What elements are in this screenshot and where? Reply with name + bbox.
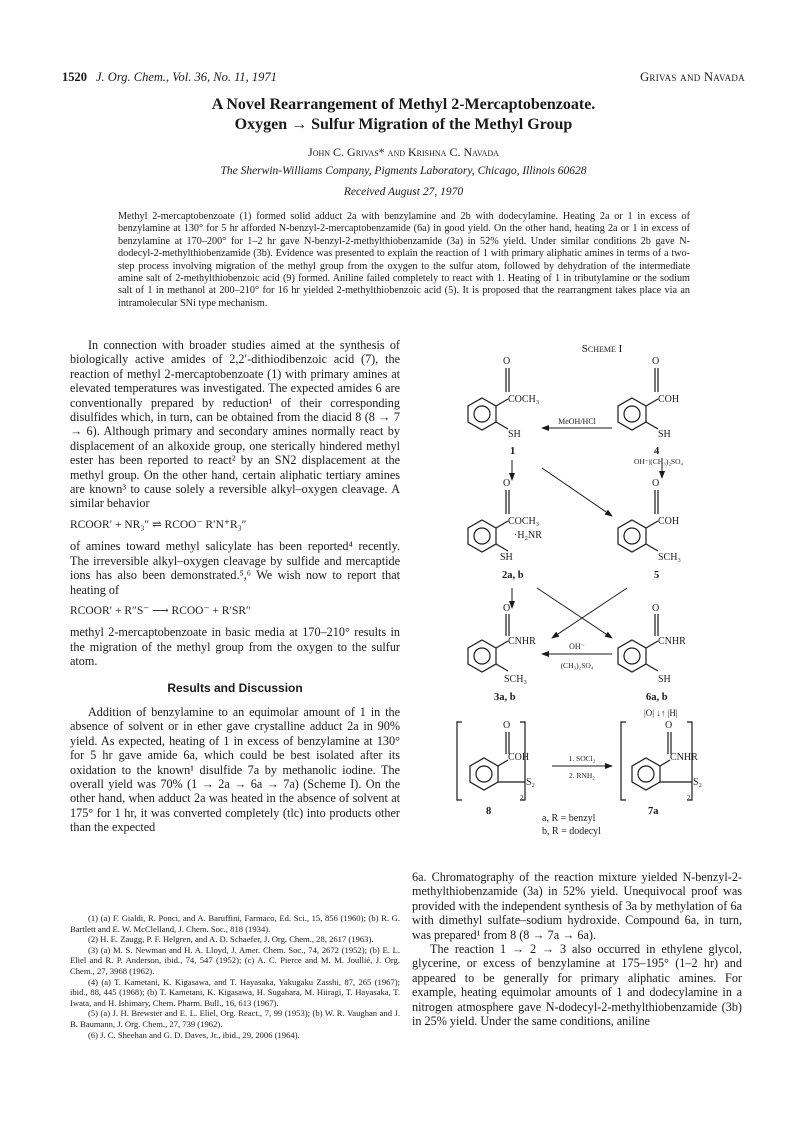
- oxygen-label: O: [665, 720, 673, 731]
- arrow: [537, 588, 612, 638]
- group-label: COH: [508, 752, 530, 763]
- compound-4: [618, 368, 658, 430]
- compound-3: [468, 614, 509, 672]
- compound-number: 7a: [648, 806, 659, 817]
- reagent-label: 1. SOCl₂: [568, 754, 596, 763]
- paragraph: methyl 2-mercaptobenzoate in basic media at 170–210° results in the migration of the methyl group from the oxygen to the sulfur atom.: [70, 625, 400, 669]
- compound-1: [468, 368, 509, 430]
- oxygen-label: O: [503, 720, 511, 731]
- article-title: [62, 95, 745, 135]
- compound-6: [618, 614, 658, 672]
- group-label: COCH₃: [508, 516, 540, 527]
- substituent-label: SH: [508, 429, 521, 440]
- substituent-label: S₂: [693, 777, 703, 788]
- substituent-label: SH: [658, 674, 671, 685]
- compound-number: 6a, b: [646, 692, 668, 703]
- group-label: COH: [658, 394, 680, 405]
- compound-number: 5: [654, 570, 660, 581]
- running-header: [62, 70, 745, 86]
- oxygen-label: O: [503, 603, 511, 614]
- journal-citation: J. Org. Chem., Vol. 36, No. 11, 1971: [96, 70, 277, 84]
- amine-label: ·H₂NR: [514, 530, 542, 541]
- compound-number: 8: [486, 806, 492, 817]
- reagent-label: OH⁻: [569, 642, 585, 651]
- reagent-label: (CH₃)₂SO₄: [560, 661, 594, 670]
- footnotes: [70, 913, 400, 1040]
- oxygen-label: O: [652, 603, 660, 614]
- compound-number: 1: [510, 446, 516, 457]
- reagent-label: MeOH/HCl: [558, 417, 596, 426]
- oxygen-label: O: [503, 356, 511, 367]
- oxygen-label: O: [652, 356, 660, 367]
- footnote: (3) (a) M. S. Newman and H. A. Lloyd, J. Amer. Chem. Soc., 74, 2672 (1952); (b) E. L. Eliel and R. P. Anderson, ibid., 74, 547 (1952); (c) A. C. Pierce and M. M. Joullié, J. Org. Chem., 27, 3968 (1962).: [70, 944, 400, 976]
- authors: John C. Grivas* and Krishna C. Navada: [308, 145, 499, 159]
- compound-number: 4: [654, 446, 660, 457]
- scheme-legend: [542, 812, 601, 838]
- title-line-2: Oxygen → Sulfur Migration of the Methyl Group: [234, 116, 573, 133]
- paragraph: Addition of benzylamine to an equimolar amount of 1 in the absence of solvent or in ether gave crystalline adduct 2a in 90% yield. As expected, heating of 1 in excess of benzylamine at 130° for 5 hr gave amide 6a, which could be best isolated after its oxidation to the known¹ disulfide 7a by methanolic iodine. The overall yield was 70% (1 → 2a → 6a → 7a) (Scheme I). On the other hand, when adduct 2a was heated in the absence of solvent at 175° for 1 hr, it was converted completely (tlc) into products other than the expected: [70, 704, 400, 835]
- legend-b: b, R = dodecyl: [542, 826, 601, 837]
- page-number: 1520: [62, 70, 87, 84]
- legend-a: a, R = benzyl: [542, 813, 596, 824]
- title-line-1: A Novel Rearrangement of Methyl 2-Mercaptobenzoate.: [211, 96, 596, 113]
- compound-2: [468, 490, 509, 552]
- group-label: CNHR: [658, 636, 686, 647]
- substituent-label: S₂: [526, 777, 536, 788]
- substituent-label: SH: [658, 429, 671, 440]
- paragraph: 6a. Chromatography of the reaction mixture yielded N-benzyl-2-methylthiobenzamide (3a) in 52% yield. Unequivocal proof was provided with the independent synthesis of 3a by methylation of 6a with dimethyl sulfate–sodium hydroxide. Compound 6a, in turn, was prepared¹ from 8 (8 → 7a → 6a).: [412, 870, 742, 942]
- substituent-label: SCH₃: [658, 552, 681, 563]
- oxygen-label: O: [503, 478, 511, 489]
- reagent-label: OH⁻|(CH₃)₂SO₄: [634, 457, 684, 466]
- equation-2: RCOOR′ + R″S⁻ ⟶ RCOO⁻ + R′SR″: [70, 604, 251, 617]
- substituent-label: SCH₃: [504, 674, 527, 685]
- equation-1: RCOOR′ + NR₃″ ⇌ RCOO⁻ R′N⁺R₃″: [70, 518, 247, 531]
- substituent-label: SH: [500, 552, 513, 563]
- group-label: CNHR: [508, 636, 536, 647]
- running-authors: Grivas and Navada: [640, 70, 745, 84]
- group-label: COCH₃: [508, 394, 540, 405]
- paragraph: of amines toward methyl salicylate has been reported⁴ recently. The irreversible alkyl–oxygen cleavage by sulfide and mercaptide ions has also been demonstrated.⁵,⁶ We wish now to report that heating of: [70, 539, 400, 597]
- bracket-subscript: 2: [687, 794, 691, 802]
- compound-5: [618, 490, 658, 552]
- compound-number: 3a, b: [494, 692, 516, 703]
- footnote: (4) (a) T. Kametani, K. Kigasawa, and T. Hayasaka, Yakugaku Zasshi, 87, 265 (1967); ibid., 88, 445 (1968); (b) T. Kametani, K. Kigasawa, H. Sugahara, M. Hiiragi, T. Hayasaka, T. Iwata, and H. Ishimary, Chem. Pharm. Bull., 16, 613 (1967).: [70, 976, 400, 1008]
- left-column: [70, 338, 400, 835]
- arrow: [542, 468, 612, 516]
- section-heading: Results and Discussion: [167, 680, 303, 695]
- footnote: (1) (a) F. Gialdi, R. Ponci, and A. Baruffini, Farmaco, Ed. Sci., 15, 856 (1960); (b) R. G. Bartlett and E. W. McClelland, J. Chem. Soc., 818 (1934).: [70, 913, 400, 934]
- paragraph: In connection with broader studies aimed at the synthesis of biologically active amides of 2,2′-dithiodibenzoic acid (7), the reaction of methyl 2-mercaptobenzoate (1) with primary amines at elevated temperatures was investigated. The expected amides 6 are conventionally prepared by reduction¹ of their corresponding disulfides which, in turn, can be obtained from the diacid 8 (8 → 7 → 6). Although primary and secondary amines normally react by displacement of an alkoxide group, one sterically hindered methyl ester has been reported to react² by an SN2 displacement at the methyl group. On the other hand, certain aliphatic tertiary amines are known³ to cause solely a reversible alkyl–oxygen cleavage. A similar behavior: [70, 338, 400, 511]
- group-label: CNHR: [670, 752, 698, 763]
- footnote: (6) J. C. Sheehan and G. D. Daves, Jr., ibid., 29, 2006 (1964).: [88, 1029, 300, 1040]
- scheme-title: Scheme I: [581, 343, 623, 355]
- footnote: (5) (a) J. H. Brewster and E. L. Eliel, Org. React., 7, 99 (1953); (b) W. R. Vaughan and J. B. Baumann, J. Org. Chem., 27, 739 (1962).: [70, 1008, 400, 1029]
- reagent-label: 2. RNH₂: [569, 771, 595, 780]
- bracket-subscript: 2: [520, 794, 524, 802]
- arrow: [552, 588, 627, 638]
- footnote: (2) H. E. Zaugg, P. F. Helgren, and A. D. Schaefer, J. Org. Chem., 28, 2617 (1963).: [88, 934, 374, 945]
- abstract: Methyl 2-mercaptobenzoate (1) formed solid adduct 2a with benzylamine and 2b with dodecylamine. Heating 2a or 1 in excess of benzylamine at 130° for 5 hr afforded N-benzyl-2-mercaptobenzamide (6a) in good yield. On the other hand, heating 2a or 1 in excess of benzylamine at 170–200° for 1–2 hr gave N-benzyl-2-methylthiobenzamide (3a) in 52% yield. Under similar conditions 2b gave N-dodecyl-2-methylthiobenzamide (3b). Evidence was presented to explain the reaction of 1 with primary aliphatic amines in terms of a two-step process involving migration of the methyl group from the oxygen to the sulfur atom, followed by dehydration of the intermediate amine salt of 2-methylthiobenzoic acid (9) formed. Aniline failed completely to react with 1. Heating of 1 in tributylamine or the sodium salt of 1 in methanol at 200–210° for 16 hr yielded 2-methylthiobenzoic acid (5). It is proposed that the rearrangment takes place via an intramolecular SNi type mechanism.: [118, 211, 690, 309]
- reaction-scheme-diagram: [412, 338, 742, 838]
- redox-label: |O| ↓↑ |H|: [644, 708, 678, 718]
- received-date: Received August 27, 1970: [343, 186, 464, 198]
- scheme-1: [412, 338, 742, 838]
- oxygen-label: O: [652, 478, 660, 489]
- paragraph: The reaction 1 → 2 → 3 also occurred in ethylene glycol, glycerine, or excess of benzylamine at 175–195° (1–2 hr) and appeared to be generally for primary aliphatic amines. For example, heating equimolar amounts of 1 and dodecylamine in a nitrogen atmosphere gave N-dodecyl-2-methylthiobenzamide (3b) in 25% yield. Under the same conditions, aniline: [412, 942, 742, 1029]
- right-column: [412, 870, 742, 1028]
- group-label: COH: [658, 516, 680, 527]
- compound-number: 2a, b: [502, 570, 524, 581]
- affiliation: The Sherwin-Williams Company, Pigments Laboratory, Chicago, Illinois 60628: [220, 165, 587, 177]
